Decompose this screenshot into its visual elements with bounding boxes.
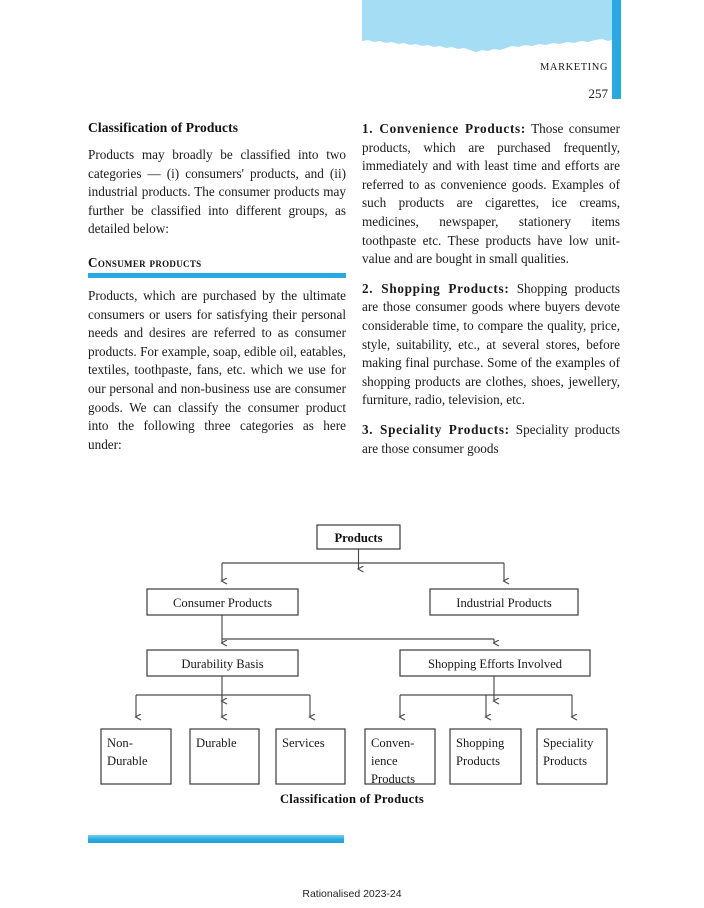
- shopping-products-paragraph: [362, 280, 620, 410]
- node-non-durable[interactable]: [101, 729, 171, 784]
- running-head: MARKETING: [540, 62, 608, 73]
- node-shopping-efforts-involved[interactable]: [400, 650, 590, 676]
- header-accent-bar: [612, 0, 621, 99]
- consumer-products-paragraph: Products, which are purchased by the ultimate consumers or users for satisfying their personal needs and desires are referred to as consumer products. For example, soap, edible oil, eatables, textiles, toothpaste, fans, etc. which we use for our personal and non-business use are consumer goods. We can classify the consumer product into the following three categories as here under:: [88, 287, 346, 452]
- node-speciality-products[interactable]: [537, 729, 607, 784]
- node-services-label: Services: [282, 736, 325, 750]
- node-convenience-products-label-line1: Conven-: [371, 736, 415, 750]
- convenience-products-paragraph: [362, 120, 620, 269]
- node-durability-basis-label: Durability Basis: [181, 657, 264, 671]
- node-consumer-products-label: Consumer Products: [173, 596, 272, 610]
- footer-accent-rule: [88, 835, 344, 843]
- node-shopping-products-label-line2: Products: [456, 754, 501, 768]
- node-durable-label: Durable: [196, 736, 237, 750]
- diagram-caption: Classification of Products: [279, 792, 425, 806]
- node-durable[interactable]: [190, 729, 259, 784]
- shopping-products-label: 2. Shopping Products:: [362, 280, 510, 296]
- node-industrial-products[interactable]: [430, 589, 578, 615]
- page-number: 257: [588, 86, 608, 101]
- node-products[interactable]: [317, 525, 400, 549]
- connector-root-to-level2: [222, 548, 504, 581]
- node-durability-basis[interactable]: [147, 650, 298, 676]
- speciality-products-paragraph: [362, 421, 620, 458]
- speciality-products-label: 3. Speciality Products:: [362, 421, 510, 437]
- node-convenience-products-label-line3: Products: [371, 772, 416, 786]
- node-industrial-products-label: Industrial Products: [456, 596, 552, 610]
- node-shopping-products-label-line1: Shopping: [456, 736, 505, 750]
- convenience-products-text: Those consumer products, which are purchased frequently, immediately and with least time and efforts are referred to as convenience goods. Examples of such products are cigarettes, ice creams, medicines, newspaper, stationery items toothpaste etc. These products have low unit-value and are bought in small qualities.: [362, 121, 621, 267]
- speciality-products-text: Speciality products are those consumer goods: [362, 421, 621, 456]
- connector-shopping-efforts-to-leaves: [400, 675, 572, 717]
- consumer-products-subhead-block: [88, 255, 346, 278]
- node-speciality-products-label-line1: Speciality: [543, 736, 594, 750]
- node-products-label: Products: [334, 531, 383, 545]
- shopping-products-text: Shopping products are those consumer goods where buyers devote considerable time, to compare the quality, price, style, suitability, etc., at several stores, before making final purchase. Some of the examples of shopping products are clothes, shoes, jewellery, furniture, radio, television, etc.: [362, 280, 620, 408]
- right-text-column: [362, 120, 620, 458]
- node-consumer-products[interactable]: [147, 589, 298, 615]
- intro-paragraph: Products may broadly be classified into two categories — (i) consumers' products, and (ii) industrial products. The consumer products may further be classified into different groups, as detailed below:: [88, 147, 346, 237]
- node-shopping-products[interactable]: [450, 729, 521, 784]
- node-services[interactable]: [276, 729, 345, 784]
- node-convenience-products[interactable]: [365, 729, 435, 786]
- node-speciality-products-label-line2: Products: [543, 754, 588, 768]
- classification-flow-diagram: [0, 515, 704, 815]
- connector-durability-to-leaves: [136, 675, 310, 717]
- connector-level2-to-level3: [222, 614, 494, 643]
- node-non-durable-label-line1: Non-: [107, 736, 133, 750]
- torn-paper-decoration: [362, 0, 612, 56]
- page-title: Classification of Products: [88, 120, 239, 135]
- node-shopping-efforts-involved-label: Shopping Efforts Involved: [427, 657, 563, 671]
- footer-note: Rationalised 2023-24: [302, 888, 402, 900]
- node-non-durable-label-line2: Durable: [107, 754, 148, 768]
- convenience-products-label: 1. Convenience Products:: [362, 121, 526, 136]
- subheading-consumer-products: Consumer products: [88, 254, 202, 270]
- left-text-column: [88, 120, 346, 454]
- node-convenience-products-label-line2: ience: [371, 754, 398, 768]
- subheading-accent-rule: [88, 273, 346, 278]
